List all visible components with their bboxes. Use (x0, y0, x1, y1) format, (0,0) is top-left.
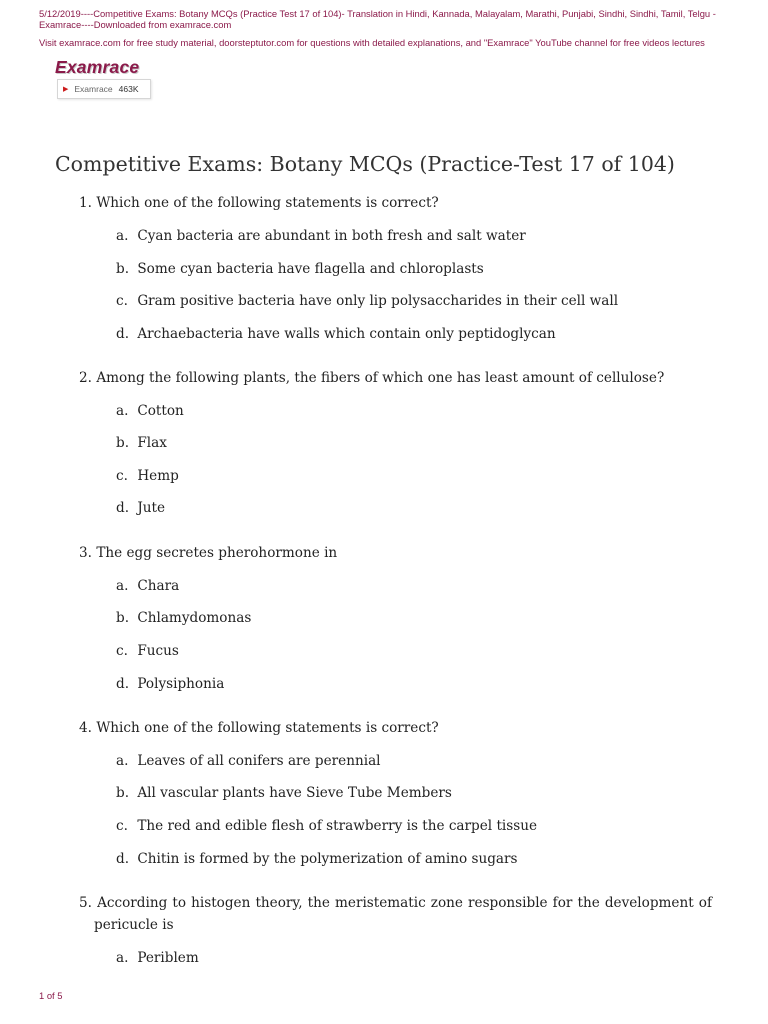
examrace-logo[interactable]: Examrace (55, 57, 140, 77)
option-2c (116, 466, 179, 486)
option-letter: b. (116, 785, 130, 801)
question-text: The egg secretes pherohormone in (96, 545, 338, 561)
option-letter: a. (116, 403, 129, 419)
header-line-2: Visit examrace.com for free study material, doorsteptutor.com for questions with detailed explanations, and "Examrace" YouTube channel for free videos lectures (39, 37, 705, 48)
option-letter: c. (116, 818, 128, 834)
question-number: 4. (79, 720, 92, 736)
question-text: Among the following plants, the fibers of which one has least amount of cellulose? (96, 370, 665, 386)
option-letter: a. (116, 753, 129, 769)
option-text: Hemp (137, 468, 179, 484)
question-5 (79, 892, 712, 936)
option-text: Cotton (137, 403, 184, 419)
option-4b (116, 783, 452, 803)
question-text: Which one of the following statements is correct? (96, 195, 439, 211)
option-3a (116, 576, 179, 596)
option-letter: b. (116, 610, 130, 626)
option-letter: d. (116, 500, 130, 516)
option-3d (116, 674, 224, 694)
option-4a (116, 751, 381, 771)
option-4c (116, 816, 537, 836)
option-1d (116, 324, 556, 344)
option-letter: c. (116, 468, 128, 484)
question-2 (79, 367, 712, 389)
option-5a (116, 948, 199, 968)
youtube-play-icon: ▶ (63, 86, 69, 93)
option-4d (116, 849, 518, 869)
option-1c (116, 291, 618, 311)
option-text: Chlamydomonas (137, 610, 252, 626)
option-letter: a. (116, 578, 129, 594)
option-letter: d. (116, 851, 130, 867)
option-letter: a. (116, 950, 129, 966)
question-text: Which one of the following statements is correct? (96, 720, 439, 736)
option-2d (116, 498, 165, 518)
option-letter: b. (116, 261, 130, 277)
question-number: 1. (79, 195, 92, 211)
option-text: Cyan bacteria are abundant in both fresh and salt water (137, 228, 526, 244)
header-line-1: 5/12/2019----Competitive Exams: Botany MCQs (Practice Test 17 of 104)- Translation in Hindi, Kannada, Malayalam, Marathi, Punjabi, Sindhi, Sindhi, Tamil, Telgu - Examrace----Downloaded from examrace.com (39, 8, 716, 30)
option-text: All vascular plants have Sieve Tube Members (137, 785, 452, 801)
option-text: Flax (137, 435, 167, 451)
option-text: Leaves of all conifers are perennial (137, 753, 381, 769)
option-text: Periblem (137, 950, 199, 966)
option-text: Polysiphonia (137, 676, 225, 692)
option-text: Gram positive bacteria have only lip polysaccharides in their cell wall (137, 293, 619, 309)
page-title: Competitive Exams: Botany MCQs (Practice-Test 17 of 104) (55, 152, 675, 176)
option-text: The red and edible flesh of strawberry is the carpel tissue (137, 818, 538, 834)
question-number: 2. (79, 370, 92, 386)
option-letter: d. (116, 676, 130, 692)
youtube-channel-name: Examrace (74, 84, 113, 94)
subscriber-count: 463K (118, 84, 139, 94)
option-letter: b. (116, 435, 130, 451)
question-text: According to histogen theory, the meristematic zone responsible for the development of pericucle is (94, 895, 712, 933)
option-letter: a. (116, 228, 129, 244)
question-number: 5. (79, 895, 92, 911)
question-number: 3. (79, 545, 92, 561)
option-3c (116, 641, 179, 661)
option-text: Fucus (137, 643, 179, 659)
question-1 (79, 192, 712, 214)
option-letter: d. (116, 326, 130, 342)
question-3 (79, 542, 712, 564)
option-1a (116, 226, 526, 246)
option-letter: c. (116, 643, 128, 659)
page-number: 1 of 5 (39, 990, 63, 1001)
question-4 (79, 717, 712, 739)
option-letter: c. (116, 293, 128, 309)
option-2a (116, 401, 184, 421)
option-text: Archaebacteria have walls which contain only peptidoglycan (137, 326, 556, 342)
option-1b (116, 259, 484, 279)
option-text: Jute (137, 500, 166, 516)
option-2b (116, 433, 167, 453)
option-text: Some cyan bacteria have flagella and chloroplasts (137, 261, 484, 277)
option-3b (116, 608, 251, 628)
option-text: Chara (137, 578, 180, 594)
youtube-subscribe-widget[interactable] (57, 79, 151, 99)
option-text: Chitin is formed by the polymerization of amino sugars (137, 851, 518, 867)
